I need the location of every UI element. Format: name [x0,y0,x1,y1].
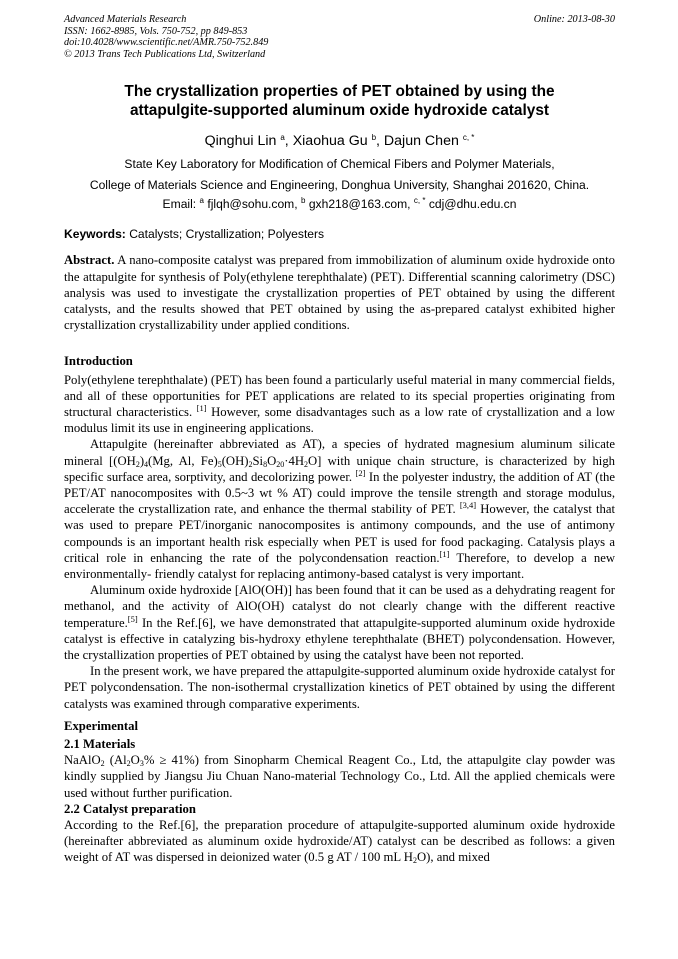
email-sup-a: a [199,196,204,206]
affiliation-line-1: State Key Laboratory for Modification of Chemical Fibers and Polymer Materials, [124,157,555,172]
paper-page [64,14,615,866]
journal-header [64,14,615,60]
email-label: Email: [162,197,197,212]
paper-title [64,82,615,120]
experimental-heading: Experimental [64,718,139,733]
affiliation-line-2: College of Materials Science and Engineering, Donghua University, Shanghai 201620, China. [89,177,590,192]
intro-p2-text: Therefore, to develop a new environmentally- friendly catalyst for replacing antimony-based catalyst is very important. [64,550,615,582]
abstract [64,252,615,333]
email-line [64,196,615,213]
intro-p2-text: O [267,453,277,468]
intro-p2-text: ·4H [284,453,304,468]
citation: [1] [439,548,450,559]
citation: [1] [196,403,207,413]
email-sup-c: c, * [413,196,426,206]
email-a: fjlqh@sohu.com, [207,197,298,212]
intro-p2-text: ) [139,453,145,468]
materials-text: % ≥ 41%) from Sinopharm Chemical Reagent Co., Ltd, the attapulgite clay powder was kindly supplied by Jiangsu Jiu Chuan Nano-material Technology Co., Ltd. All the applied chemicals were used without further purification. [64,753,616,800]
intro-p2-text: Attapulgite (hereinafter abbreviated as AT), a species of hydrated magnesium aluminum silicate mineral [(OH [64,437,615,468]
materials-text: NaAlO [64,753,101,768]
intro-p2-text: However, the catalyst that was used to prepare PET/inorganic nanocomposites is antimony compounds, and the use of antimony compounds is an important health risk especially when PET is used for food packaging. Catalysis plays a critical role in enhancing the rate of the polycondensation reaction. [64,502,615,565]
author-2-sup: b [371,133,377,143]
intro-p3-text-b: In the Ref.[6], we have demonstrated that attapulgite-supported aluminum oxide hydroxide catalyst is effective in catalyzing bis-hydroxy ethylene terephthalate (BHET) polycondensation. However, the crystallization properties of PET obtained by using the catalyst have been not reported. [64,615,616,663]
author-3-sup: c, * [462,133,475,143]
author-1-sup: a [280,133,285,143]
subscript: 2 [135,459,140,469]
intro-p2-text: (Mg, Al, Fe) [148,453,218,468]
email-sup-b: b [301,196,306,206]
doi-line: doi:10.4028/www.scientific.net/AMR.750-752.849 [64,37,269,49]
intro-paragraph-4: In the present work, we have prepared the attapulgite-supported aluminum oxide hydroxide catalyst for PET polycondensation. The non-isothermal crystallization kinetics of PET obtained by using the different catalysts was examined through comparative experiments. [64,664,615,711]
subscript: 4 [144,459,149,469]
materials-heading: 2.1 Materials [64,737,136,752]
citation: [5] [127,613,138,624]
intro-p2-text: (OH) [221,453,249,468]
subscript: 2 [248,459,253,469]
intro-p3-text-a: Aluminum oxide hydroxide [AlO(OH)] has been found that it can be used as a dehydrating reagent for methanol, and the activity of AlO(OH) catalyst do not clearly change with the different reactive temperature. [64,583,615,630]
introduction-heading: Introduction [64,354,133,369]
catalyst-prep-heading: 2.2 Catalyst preparation [64,801,196,816]
subscript: 2 [303,459,308,469]
materials-text: (Al [104,753,127,768]
intro-p1-text-b: However, some disadvantages such as a low rate of crystallization and a low modulus limit its use in engineering applications. [64,405,615,436]
author-list: Qinghui Lin $^a$, Xiaohua Gu $^b$, Dajun Chen $^{c, *}$ [204,133,475,150]
materials-paragraph [64,752,615,801]
affiliation [64,154,615,195]
subscript: 2 [126,759,131,769]
online-date: Online: 2013-08-30 [533,14,615,25]
subscript: 2 [100,759,105,769]
subscript: 2 [412,856,417,866]
subscript: 20 [276,459,285,469]
prep-text: O), and mixed [416,850,490,865]
email-c: cdj@dhu.edu.cn [428,197,517,212]
subscript: 5 [217,459,222,469]
intro-paragraph-2 [64,436,615,582]
materials-text: O [130,753,140,768]
citation: [2] [355,467,366,478]
keywords-text: Catalysts; Crystallization; Polyesters [129,227,325,242]
author-2: Xiaohua Gu [292,133,368,150]
author-1: Qinghui Lin [204,133,277,150]
intro-p2-text: O] with unique chain structure, is characterized by high specific surface area, sorptivity, and decolorizing power. [64,453,616,484]
title-line-2: attapulgite-supported aluminum oxide hydroxide catalyst [129,102,550,120]
intro-paragraph-1 [64,372,615,437]
abstract-label: Abstract. [64,253,115,268]
catalyst-prep-paragraph [64,817,615,866]
journal-name: Advanced Materials Research [64,14,187,25]
author-3: Dajun Chen [383,133,459,150]
abstract-text: A nano-composite catalyst was prepared from immobilization of aluminum oxide hydroxide onto the attapulgite for synthesis of Poly(ethylene terephthalate) (PET). Differential scanning calorimetry (DSC) analysis was used to investigate the crystallization properties of PET obtained by using the different catalysts, and the results showed that PET obtained by using the as-prepared catalyst exhibited higher crystallization crystallizability under applied conditions. [64,253,615,333]
subscript: 8 [263,459,268,469]
intro-p1-text-a: Poly(ethylene terephthalate) (PET) has been found a particularly useful material in many commercial fields, and all of these opportunities for PET applications are related to its special properties originating from structural characteristics. [64,372,615,419]
intro-p2-text: Si [252,453,264,468]
copyright-line: © 2013 Trans Tech Publications Ltd, Switzerland [64,48,266,60]
intro-paragraph-3 [64,582,615,663]
keywords-label: Keywords: [64,227,126,242]
prep-text: According to the Ref.[6], the preparation procedure of attapulgite-supported aluminum oxide hydroxide (hereinafter abbreviated as aluminum oxide hydroxide/AT) catalyst can be described as follows: a given weight of AT was dispersed in deionized water (0.5 g AT / 100 mL H [64,818,615,865]
citation: [3,4] [459,500,477,511]
title-line-1: The crystallization properties of PET obtained by using the [124,83,555,101]
keywords [64,226,615,242]
issn-line: ISSN: 1662-8985, Vols. 750-752, pp 849-853 [64,25,248,37]
intro-p2-text: In the polyester industry, the addition of AT (the PET/AT nanocomposites with 0.5~3 wt % AT) could improve the tensile strength and storage modulus, accelerate the crystallization rate, and enhance the thermal stability of PET. [64,469,616,517]
email-b: gxh218@163.com, [308,197,411,212]
subscript: 3 [139,759,144,769]
